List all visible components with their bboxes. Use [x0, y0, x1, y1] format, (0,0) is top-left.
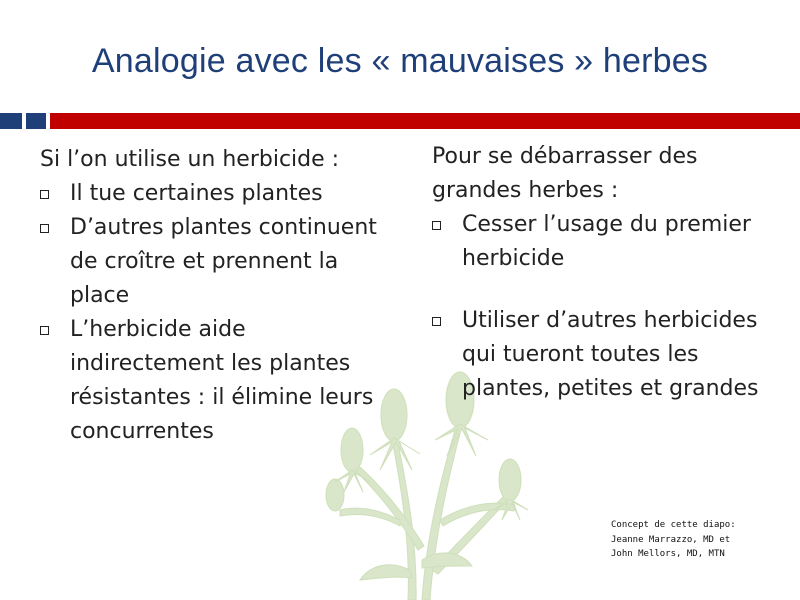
- square-bullet-icon: [432, 317, 441, 326]
- list-item-text: Cesser l’usage du premier herbicide: [462, 212, 751, 271]
- credit-line: John Mellors, MD, MTN: [611, 549, 725, 559]
- square-bullet-icon: [40, 190, 49, 199]
- list-item-text: Il tue certaines plantes: [70, 181, 323, 206]
- title-rule-red: [50, 113, 800, 129]
- left-lead-text: Si l’on utilise un herbicide :: [40, 147, 340, 172]
- list-item-text: Utiliser d’autres herbicides qui tueront toutes les plantes, petites et grandes: [462, 308, 759, 401]
- title-rule-blue-left: [0, 113, 22, 129]
- slide-credit: [611, 518, 781, 562]
- credit-line: Concept de cette diapo:: [611, 520, 736, 530]
- list-item: [40, 211, 400, 313]
- credit-line: Jeanne Marrazzo, MD et: [611, 534, 731, 545]
- left-bullet-list: [40, 177, 400, 449]
- right-column: [432, 140, 792, 406]
- list-item-text: L’herbicide aide indirectement les plantes résistantes : il élimine leurs concurrentes: [70, 317, 374, 444]
- right-lead-text: Pour se débarrasser des grandes herbes :: [432, 144, 698, 203]
- right-bullet-list: [432, 208, 792, 406]
- square-bullet-icon: [40, 326, 49, 335]
- left-column: [40, 143, 400, 449]
- list-item-text: D’autres plantes continuent de croître et prennent la place: [70, 215, 377, 308]
- list-item: [40, 313, 400, 449]
- list-item: [40, 177, 400, 211]
- square-bullet-icon: [432, 221, 441, 230]
- title-rule-blue-right: [26, 113, 46, 129]
- list-item: [432, 208, 792, 276]
- square-bullet-icon: [40, 224, 49, 233]
- list-item: [432, 304, 792, 406]
- slide-title: Analogie avec les « mauvaises » herbes: [91, 42, 709, 80]
